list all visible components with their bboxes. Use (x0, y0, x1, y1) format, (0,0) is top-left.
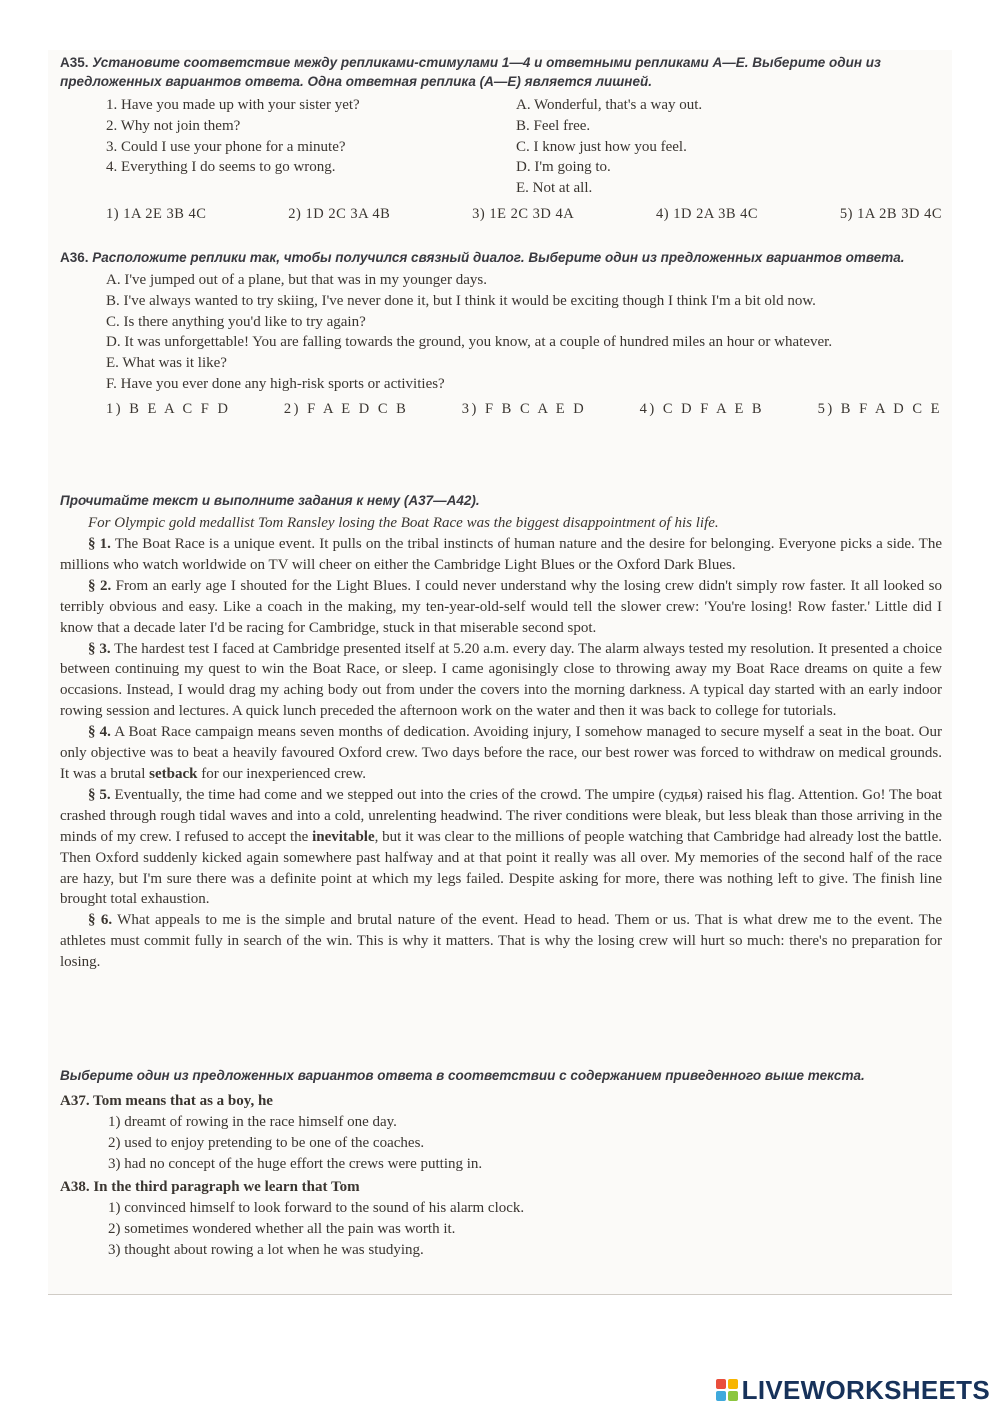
answer-option[interactable]: 5) 1A 2B 3D 4C (839, 205, 942, 222)
reading-instruction: Прочитайте текст и выполните задания к нему (А37—А42). (60, 493, 480, 508)
questions-section (60, 1066, 942, 1261)
answer-option[interactable]: 3) 1E 2C 3D 4A (472, 205, 575, 222)
a35-number: A35. (60, 55, 89, 70)
paragraph-6: § 6. What appeals to me is the simple and brutal nature of the event. Head to head. Them or us. That is what drew me to the event. The athletes must commit fully in search of the win. This is why it matters. That is why the losing crew will hurt so much: there's no preparation for losing. (60, 912, 942, 971)
logo-text: LIVEWORKSHEETS (741, 1374, 990, 1405)
reading-section (60, 491, 942, 973)
logo-grid-icon (716, 1379, 738, 1401)
a35-columns (60, 95, 942, 199)
task-a36 (60, 248, 942, 418)
worksheet-page (48, 50, 952, 1295)
answer-option[interactable]: 4) 1D 2A 3B 4C (656, 205, 759, 222)
a37-option[interactable]: 2) used to enjoy pretending to be one of the coaches. (108, 1135, 425, 1151)
answer-option[interactable]: 5) B F A D C E (817, 400, 942, 417)
stimulus-item: 2. Why not join them? (106, 117, 241, 134)
a38-question: A38. In the third paragraph we learn that Tom (60, 1179, 360, 1195)
highlighted-word: setback (149, 765, 198, 782)
stimulus-item: 3. Could I use your phone for a minute? (106, 138, 346, 155)
paragraph-5: § 5. Eventually, the time had come and we stepped out into the cries of the crowd. The umpire (судья) raised his flag. Attention. Go! The boat crashed through rough tidal waves and into a cold, unrelenting headwind. The river conditions were bleak, but less bleak than those arriving in the minds of my crew. I refused to accept the inevitable, but it was clear to the millions of people watching that Cambridge had already lost the battle. Then Oxford suddenly kicked again somewhere past halfway and at that point it really was all over. My memories of the second half of the race are hazy, but I'm sure there was a definite point at which my legs failed. Despite asking for more, there was nothing left to give. The finish line brought total exhaustion. (60, 786, 943, 908)
a37-option[interactable]: 1) dreamt of rowing in the race himself one day. (108, 1114, 397, 1130)
a35-answer-options (106, 206, 942, 223)
a36-answer-options (106, 401, 942, 418)
liveworksheets-logo (716, 1374, 990, 1405)
response-item: E. Not at all. (516, 180, 593, 197)
response-item: D. I'm going to. (516, 159, 611, 176)
a36-instruction: A36. Расположите реплики так, чтобы получился связный диалог. Выберите один из предложенных вариантов ответа. (60, 250, 905, 265)
answer-option[interactable]: 2) F A E D C B (283, 400, 409, 417)
stimulus-item: 4. Everything I do seems to go wrong. (106, 159, 336, 176)
paragraph-3: § 3. The hardest test I faced at Cambridge presented itself at 5.20 a.m. every day. The alarm always tested my resolution. It presented a choice between continuing my quest to win the Boat Race, or sleep. I came agonisingly close to throwing away my Boat Race dreams on quite a few occasions. Instead, I would drag my aching body out from under the covers into the morning darkness. A typical day started with an early indoor rowing session and lectures. A quick lunch preceded the afternoon work on the water and then it was back to college for tutorials. (60, 640, 942, 720)
a37-question: A37. Tom means that as a boy, he (60, 1093, 273, 1109)
answer-option[interactable]: 1) B E A C F D (106, 400, 231, 417)
dialogue-line: E. What was it like? (106, 355, 227, 372)
a36-number: A36. (60, 250, 89, 265)
response-item: A. Wonderful, that's a way out. (516, 97, 703, 113)
answer-option[interactable]: 1) 1A 2E 3B 4C (106, 205, 207, 222)
answer-option[interactable]: 4) C D F A E B (639, 400, 765, 417)
stimulus-item: 1. Have you made up with your sister yet? (106, 97, 360, 113)
paragraph-1: § 1. The Boat Race is a unique event. It pulls on the tribal instincts of human nature and the desire for belonging. Everyone picks a side. The millions who watch worldwide on TV will cheer on either the Cambridge Light Blues or the Oxford Dark Blues. (60, 536, 942, 573)
task-a35 (60, 53, 942, 223)
paragraph-4: § 4. A Boat Race campaign means seven months of dedication. Avoiding injury, I somehow managed to secure myself a seat in the boat. Our only objective was to beat a heavily favoured Oxford crew. Two days before the race, our best rower was forced to withdraw on medical grounds. It was a brutal setback for our inexperienced crew. (60, 724, 942, 782)
dialogue-line: A. I've jumped out of a plane, but that was in my younger days. (106, 272, 487, 288)
a36-dialogue (60, 270, 942, 395)
paragraph-2: § 2. From an early age I shouted for the Light Blues. I could never understand why the losing crew didn't simply row faster. It all looked so terribly obvious and easy. Like a coach in the making, my ten-year-old-self would tell the slower crew: 'You're losing! Row faster.' Little did I know that a decade later I'd be racing for Cambridge, stuck in that miserable second spot. (60, 577, 942, 636)
a35-responses (516, 95, 942, 199)
dialogue-line: D. It was unforgettable! You are falling towards the ground, you know, at a couple of hundred miles an hour or whatever. (106, 334, 833, 351)
response-item: C. I know just how you feel. (516, 138, 687, 155)
a35-stimuli (60, 95, 516, 199)
answer-option[interactable]: 2) 1D 2C 3A 4B (288, 205, 391, 222)
a38-option[interactable]: 3) thought about rowing a lot when he was studying. (108, 1242, 424, 1258)
reading-intro: For Olympic gold medallist Tom Ransley losing the Boat Race was the biggest disappointment of his life. (88, 515, 719, 531)
a38-option[interactable]: 2) sometimes wondered whether all the pain was worth it. (108, 1221, 456, 1237)
dialogue-line: F. Have you ever done any high-risk sports or activities? (106, 375, 445, 392)
response-item: B. Feel free. (516, 117, 591, 134)
dialogue-line: B. I've always wanted to try skiing, I've never done it, but I think it would be exciting though I think I'm a bit old now. (106, 292, 816, 309)
a35-instruction: A35. Установите соответствие между репликами-стимулами 1—4 и ответными репликами А—Е. Выберите один из предложенных вариантов ответа. Одна ответная реплика (А—Е) является лишней. (60, 55, 881, 89)
a37-option[interactable]: 3) had no concept of the huge effort the crews were putting in. (108, 1156, 483, 1172)
choose-instruction: Выберите один из предложенных вариантов ответа в соответствии с содержанием приведенного выше текста. (60, 1068, 865, 1083)
highlighted-word: inevitable (312, 828, 375, 845)
dialogue-line: C. Is there anything you'd like to try again? (106, 313, 366, 330)
answer-option[interactable]: 3) F B C A E D (461, 400, 587, 417)
a38-option[interactable]: 1) convinced himself to look forward to the sound of his alarm clock. (108, 1200, 525, 1216)
